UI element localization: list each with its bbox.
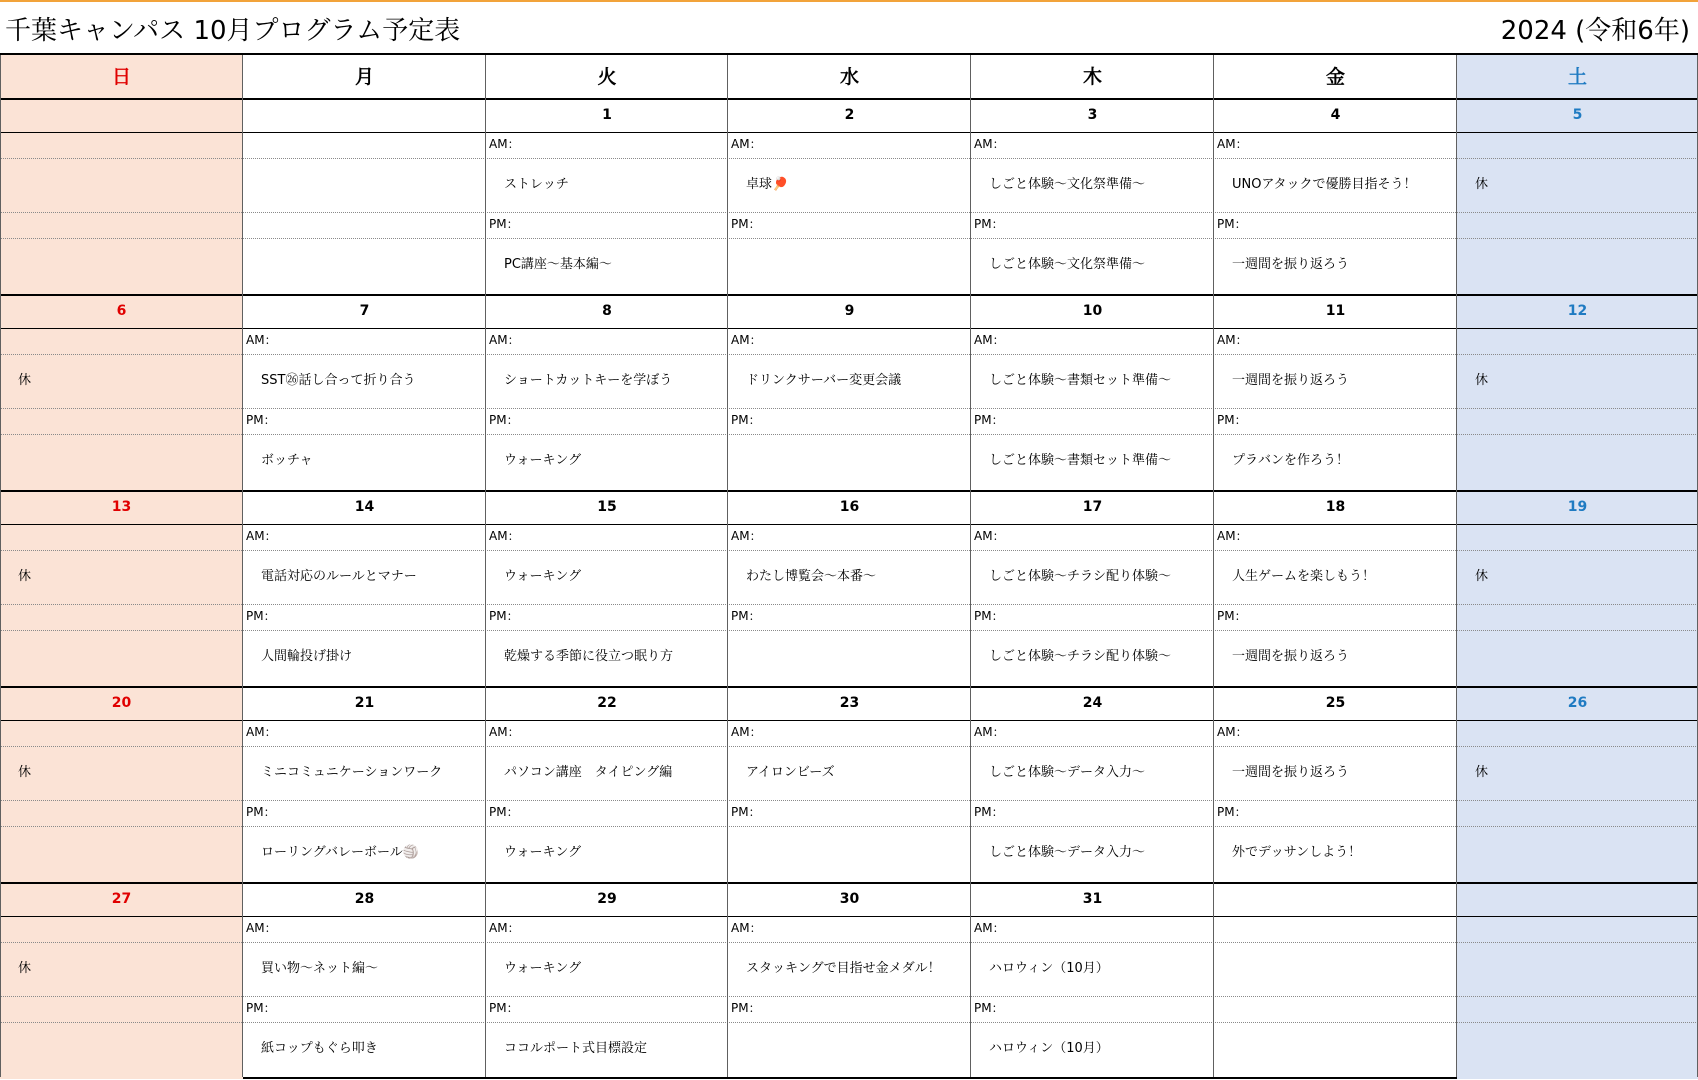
- day-number: 10: [1082, 303, 1103, 319]
- pm-label: PM：: [489, 1001, 519, 1015]
- grid-line: [1213, 55, 1214, 1077]
- pm-activity: 一週間を振り返ろう: [1232, 257, 1350, 272]
- weekday-header-sun: 日: [0, 55, 243, 99]
- pm-activity: ウォーキング: [504, 845, 582, 860]
- day-number: 7: [359, 303, 370, 319]
- am-activity: 休: [1457, 158, 1698, 212]
- pm-activity: [728, 630, 971, 687]
- grid-line: [0, 158, 1698, 159]
- am-label: AM：: [974, 137, 1005, 151]
- am-activity: ストレッチ: [504, 177, 569, 192]
- am-label: AM：: [731, 137, 762, 151]
- am-activity: 一週間を振り返ろう: [1232, 373, 1350, 388]
- am-activity: [0, 158, 243, 212]
- pm-label: PM：: [489, 609, 519, 623]
- pm-label: [0, 212, 243, 238]
- pm-activity: ココルポート式目標設定: [504, 1041, 648, 1056]
- grid-line: [0, 55, 1, 1077]
- am-activity: 休: [1457, 550, 1698, 604]
- pm-activity: しごと体験～チラシ配り体験～: [989, 649, 1172, 664]
- am-label: AM：: [1217, 529, 1248, 543]
- pm-label: [1457, 212, 1698, 238]
- day-number: 22: [597, 695, 617, 711]
- pm-label: PM：: [731, 217, 761, 231]
- day-number: 8: [602, 303, 612, 319]
- grid-line: [0, 630, 1698, 631]
- am-activity: 休: [1457, 354, 1698, 408]
- am-activity: 人生ゲームを楽しもう！: [1232, 569, 1376, 584]
- day-number: 28: [354, 891, 375, 907]
- day-number: 3: [1087, 107, 1098, 123]
- am-activity: 休: [0, 942, 243, 996]
- day-number: 13: [0, 491, 243, 524]
- pm-activity: ハロウィン（10月）: [989, 1041, 1109, 1056]
- am-activity: 休: [0, 354, 243, 408]
- am-label: AM：: [1217, 137, 1248, 151]
- pm-activity: 外でデッサンしよう！: [1232, 845, 1362, 860]
- pm-label: PM：: [974, 413, 1004, 427]
- am-label: AM：: [974, 529, 1005, 543]
- am-label: AM：: [731, 529, 762, 543]
- am-label: AM：: [246, 333, 277, 347]
- am-activity: ドリンクサーバー変更会議: [746, 373, 902, 388]
- weekday-header-fri: 金: [1325, 66, 1345, 88]
- am-label: [243, 132, 486, 158]
- am-activity: パソコン講座 タイピング編: [504, 765, 673, 780]
- pm-activity: PC講座～基本編～: [504, 257, 612, 272]
- pm-label: PM：: [1217, 217, 1247, 231]
- pm-activity: [0, 630, 243, 687]
- grid-line: [0, 720, 1698, 721]
- pm-activity: [1214, 1022, 1457, 1079]
- am-activity: [243, 158, 486, 212]
- am-activity: [1214, 942, 1457, 996]
- day-number: 29: [597, 891, 617, 907]
- am-label: AM：: [489, 529, 520, 543]
- pm-activity: [0, 238, 243, 295]
- grid-line: [0, 942, 1698, 943]
- pm-label: [0, 408, 243, 434]
- pm-activity: 一週間を振り返ろう: [1232, 649, 1350, 664]
- pm-label: [1457, 408, 1698, 434]
- pm-label: PM：: [974, 805, 1004, 819]
- am-activity: しごと体験～データ入力～: [989, 765, 1146, 780]
- pm-activity: 乾燥する季節に役立つ眠り方: [504, 649, 674, 664]
- am-activity: 休: [0, 550, 243, 604]
- am-activity: しごと体験～書類セット準備～: [989, 373, 1172, 388]
- pm-label: PM：: [1217, 805, 1247, 819]
- day-number: 1: [602, 107, 612, 123]
- am-label: AM：: [731, 725, 762, 739]
- grid-line: [0, 354, 1698, 355]
- pm-label: PM：: [731, 609, 761, 623]
- pm-activity: [728, 1022, 971, 1079]
- am-activity: 買い物～ネット編～: [261, 961, 379, 976]
- grid-line: [727, 55, 728, 1077]
- pm-activity: [0, 826, 243, 883]
- am-activity: 卓球🏓: [746, 177, 789, 192]
- am-label: [1457, 916, 1698, 942]
- pm-label: PM：: [489, 217, 519, 231]
- pm-activity: [1457, 434, 1698, 491]
- pm-activity: しごと体験～書類セット準備～: [989, 453, 1172, 468]
- pm-label: [0, 996, 243, 1022]
- day-number: [1457, 883, 1698, 916]
- day-number: 9: [844, 303, 855, 319]
- pm-label: PM：: [974, 609, 1004, 623]
- year-label: 2024 (令和6年): [1500, 16, 1690, 46]
- weekday-header-wed: 水: [839, 66, 859, 88]
- am-activity: ウォーキング: [504, 569, 582, 584]
- day-number: 14: [354, 499, 375, 515]
- grid-line: [0, 434, 1698, 435]
- pm-label: PM：: [731, 1001, 761, 1015]
- pm-label: PM：: [974, 1001, 1004, 1015]
- weekday-header-sat: 土: [1457, 55, 1698, 99]
- am-label: AM：: [246, 529, 277, 543]
- day-number: 24: [1082, 695, 1103, 711]
- grid-line: [0, 294, 1698, 296]
- pm-activity: [1457, 1022, 1698, 1079]
- am-activity: ウォーキング: [504, 961, 582, 976]
- am-activity: [1457, 942, 1698, 996]
- grid-line: [0, 604, 1698, 605]
- grid-line: [1456, 55, 1457, 1077]
- am-label: [0, 524, 243, 550]
- day-number: 25: [1325, 695, 1346, 711]
- day-number: [0, 99, 243, 132]
- pm-activity: [0, 1022, 243, 1079]
- pm-label: PM：: [974, 217, 1004, 231]
- pm-label: [1457, 604, 1698, 630]
- day-number: 30: [839, 891, 860, 907]
- grid-line: [0, 826, 1698, 827]
- day-number: 20: [0, 687, 243, 720]
- am-label: [1457, 720, 1698, 746]
- day-number: 12: [1457, 295, 1698, 328]
- pm-activity: 人間輪投げ掛け: [261, 649, 353, 664]
- am-activity: わたし博覧会～本番～: [746, 569, 877, 584]
- am-label: AM：: [489, 137, 520, 151]
- pm-label: [243, 212, 486, 238]
- grid-line: [0, 996, 1698, 997]
- pm-label: PM：: [246, 805, 276, 819]
- am-label: AM：: [489, 725, 520, 739]
- am-label: [1457, 524, 1698, 550]
- day-number: 26: [1457, 687, 1698, 720]
- grid-line: [0, 916, 1698, 917]
- am-activity: 電話対応のルールとマナー: [261, 569, 417, 584]
- day-number: 18: [1325, 499, 1346, 515]
- page-title: 千葉キャンパス 10月プログラム予定表: [5, 16, 461, 46]
- pm-label: PM：: [731, 805, 761, 819]
- grid-line: [0, 238, 1698, 239]
- day-number: 4: [1330, 107, 1341, 123]
- pm-activity: 紙コップもぐら叩き: [261, 1041, 378, 1056]
- am-activity: アイロンビーズ: [746, 765, 835, 780]
- pm-activity: [1457, 630, 1698, 687]
- am-label: AM：: [1217, 725, 1248, 739]
- pm-label: PM：: [246, 1001, 276, 1015]
- pm-activity: ローリングバレーボール🏐: [261, 845, 419, 860]
- day-number: [1214, 883, 1457, 916]
- pm-activity: [728, 826, 971, 883]
- pm-activity: [728, 434, 971, 491]
- pm-label: PM：: [246, 413, 276, 427]
- am-label: AM：: [974, 333, 1005, 347]
- grid-line: [485, 55, 486, 1077]
- day-number: 17: [1082, 499, 1103, 515]
- day-number: 15: [597, 499, 617, 515]
- pm-label: PM：: [1217, 413, 1247, 427]
- am-label: [1457, 132, 1698, 158]
- grid-line: [0, 746, 1698, 747]
- pm-label: PM：: [489, 805, 519, 819]
- day-number: 23: [839, 695, 860, 711]
- am-label: [0, 720, 243, 746]
- am-label: AM：: [974, 725, 1005, 739]
- am-label: AM：: [731, 333, 762, 347]
- weekday-header-mon: 月: [354, 66, 374, 88]
- am-label: AM：: [246, 921, 277, 935]
- am-activity: しごと体験～文化祭準備～: [989, 177, 1146, 192]
- grid-line: [0, 1022, 1698, 1023]
- am-label: [1457, 328, 1698, 354]
- grid-line: [0, 328, 1698, 329]
- am-activity: ハロウィン（10月）: [989, 961, 1109, 976]
- grid-line: [0, 98, 1698, 100]
- pm-label: PM：: [1217, 609, 1247, 623]
- day-number: 5: [1457, 99, 1698, 132]
- am-label: [0, 132, 243, 158]
- day-number: 21: [354, 695, 375, 711]
- am-label: AM：: [974, 921, 1005, 935]
- grid-line: [0, 490, 1698, 492]
- am-activity: SST㉖話し合って折り合う: [261, 373, 416, 388]
- pm-activity: ウォーキング: [504, 453, 582, 468]
- am-activity: しごと体験～チラシ配り体験～: [989, 569, 1172, 584]
- pm-label: [1457, 800, 1698, 826]
- pm-activity: [1457, 238, 1698, 295]
- am-label: AM：: [731, 921, 762, 935]
- grid-line: [242, 55, 243, 1077]
- pm-activity: しごと体験～文化祭準備～: [989, 257, 1146, 272]
- pm-label: PM：: [246, 609, 276, 623]
- top-accent-line: [0, 0, 1698, 2]
- grid-line: [0, 882, 1698, 884]
- day-number: 2: [844, 107, 855, 123]
- pm-label: [0, 800, 243, 826]
- grid-line: [0, 686, 1698, 688]
- day-number: 31: [1082, 891, 1103, 907]
- day-number: 16: [839, 499, 860, 515]
- am-activity: 一週間を振り返ろう: [1232, 765, 1350, 780]
- day-number: 6: [0, 295, 243, 328]
- grid-line: [0, 212, 1698, 213]
- pm-label: PM：: [489, 413, 519, 427]
- pm-label: [1214, 996, 1457, 1022]
- calendar-grid: [0, 53, 1698, 1079]
- grid-line: [0, 408, 1698, 409]
- am-activity: スタッキングで目指せ金メダル！: [746, 961, 941, 976]
- weekday-header-tue: 火: [597, 66, 617, 88]
- am-label: AM：: [1217, 333, 1248, 347]
- am-label: [0, 328, 243, 354]
- pm-label: PM：: [731, 413, 761, 427]
- am-activity: 休: [0, 746, 243, 800]
- pm-activity: しごと体験～データ入力～: [989, 845, 1146, 860]
- am-label: AM：: [489, 921, 520, 935]
- am-activity: 休: [1457, 746, 1698, 800]
- am-activity: UNOアタックで優勝目指そう！: [1232, 177, 1417, 192]
- am-activity: ショートカットキーを学ぼう: [504, 373, 673, 388]
- pm-activity: ボッチャ: [261, 453, 313, 468]
- pm-label: [0, 604, 243, 630]
- grid-line: [0, 550, 1698, 551]
- day-number: 27: [0, 883, 243, 916]
- am-activity: ミニコミュニケーションワーク: [261, 765, 443, 780]
- pm-activity: [0, 434, 243, 491]
- grid-line: [0, 800, 1698, 801]
- pm-activity: [728, 238, 971, 295]
- pm-activity: プラバンを作ろう！: [1232, 453, 1350, 468]
- grid-line: [970, 55, 971, 1077]
- pm-activity: [243, 238, 486, 295]
- am-label: AM：: [489, 333, 520, 347]
- day-number: 11: [1325, 303, 1346, 319]
- day-number: [243, 99, 486, 132]
- weekday-header-thu: 木: [1082, 66, 1102, 88]
- day-number: 19: [1457, 491, 1698, 524]
- am-label: [1214, 916, 1457, 942]
- am-label: [0, 916, 243, 942]
- grid-line: [0, 132, 1698, 133]
- pm-label: [1457, 996, 1698, 1022]
- grid-line: [0, 524, 1698, 525]
- am-label: AM：: [246, 725, 277, 739]
- pm-activity: [1457, 826, 1698, 883]
